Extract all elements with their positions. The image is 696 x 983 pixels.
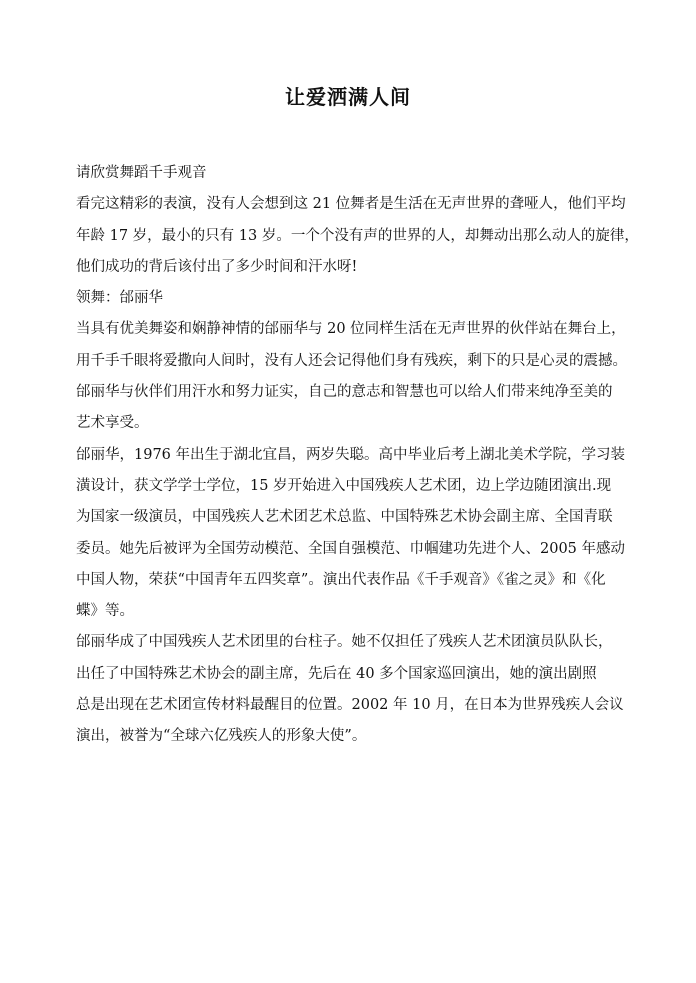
document-title: 让爱洒满人间 xyxy=(285,85,411,109)
text-line: 看完这精彩的表演，没有人会想到这 21 位舞者是生活在无声世界的聋哑人，他们平均 xyxy=(76,196,626,213)
text-line: 演出，被誉为“全球六亿残疾人的形象大使”。 xyxy=(76,728,367,745)
text-line: 委员。她先后被评为全国劳动模范、全国自强模范、巾帼建功先进个人、2005 年感动 xyxy=(76,540,626,557)
text-line: 他们成功的背后该付出了多少时间和汗水呀! xyxy=(76,258,358,275)
text-line: 出任了中国特殊艺术协会的副主席，先后在 40 多个国家巡回演出，她的演出剧照 xyxy=(76,665,597,682)
text-line: 邰丽华成了中国残疾人艺术团里的台柱子。她不仅担任了残疾人艺术团演员队队长， xyxy=(76,634,613,651)
text-line: 邰丽华与伙伴们用汗水和努力证实，自己的意志和智慧也可以给人们带来纯净至美的 xyxy=(76,384,613,401)
text-line: 请欣赏舞蹈千手观音 xyxy=(76,165,207,181)
text-line: 当具有优美舞姿和娴静神情的邰丽华与 20 位同样生活在无声世界的伙伴站在舞台上， xyxy=(76,321,626,338)
document-body xyxy=(76,158,639,753)
text-line: 中国人物，荣获“中国青年五四奖章”。演出代表作品《千手观音》《雀之灵》和《化 xyxy=(76,571,606,588)
text-line: 潢设计，获文学学士学位，15 岁开始进入中国残疾人艺术团，边上学边随团演出.现 xyxy=(76,477,612,494)
text-line: 年龄 17 岁，最小的只有 13 岁。一个个没有声的世界的人，却舞动出那么动人的旋律， xyxy=(76,227,639,244)
text-line: 蝶》等。 xyxy=(76,603,134,620)
text-line: 艺术享受。 xyxy=(76,415,149,432)
text-line: 领舞：邰丽华 xyxy=(76,290,163,307)
text-line: 总是出现在艺术团宣传材料最醒目的位置。2002 年 10 月，在日本为世界残疾人会议 xyxy=(76,697,624,714)
text-line: 邰丽华，1976 年出生于湖北宜昌，两岁失聪。高中毕业后考上湖北美术学院，学习装 xyxy=(76,446,626,463)
text-line: 用千手千眼将爱撒向人间时，没有人还会记得他们身有残疾，剩下的只是心灵的震撼。 xyxy=(76,352,627,369)
text-line: 为国家一级演员，中国残疾人艺术团艺术总监、中国特殊艺术协会副主席、全国青联 xyxy=(76,509,613,526)
